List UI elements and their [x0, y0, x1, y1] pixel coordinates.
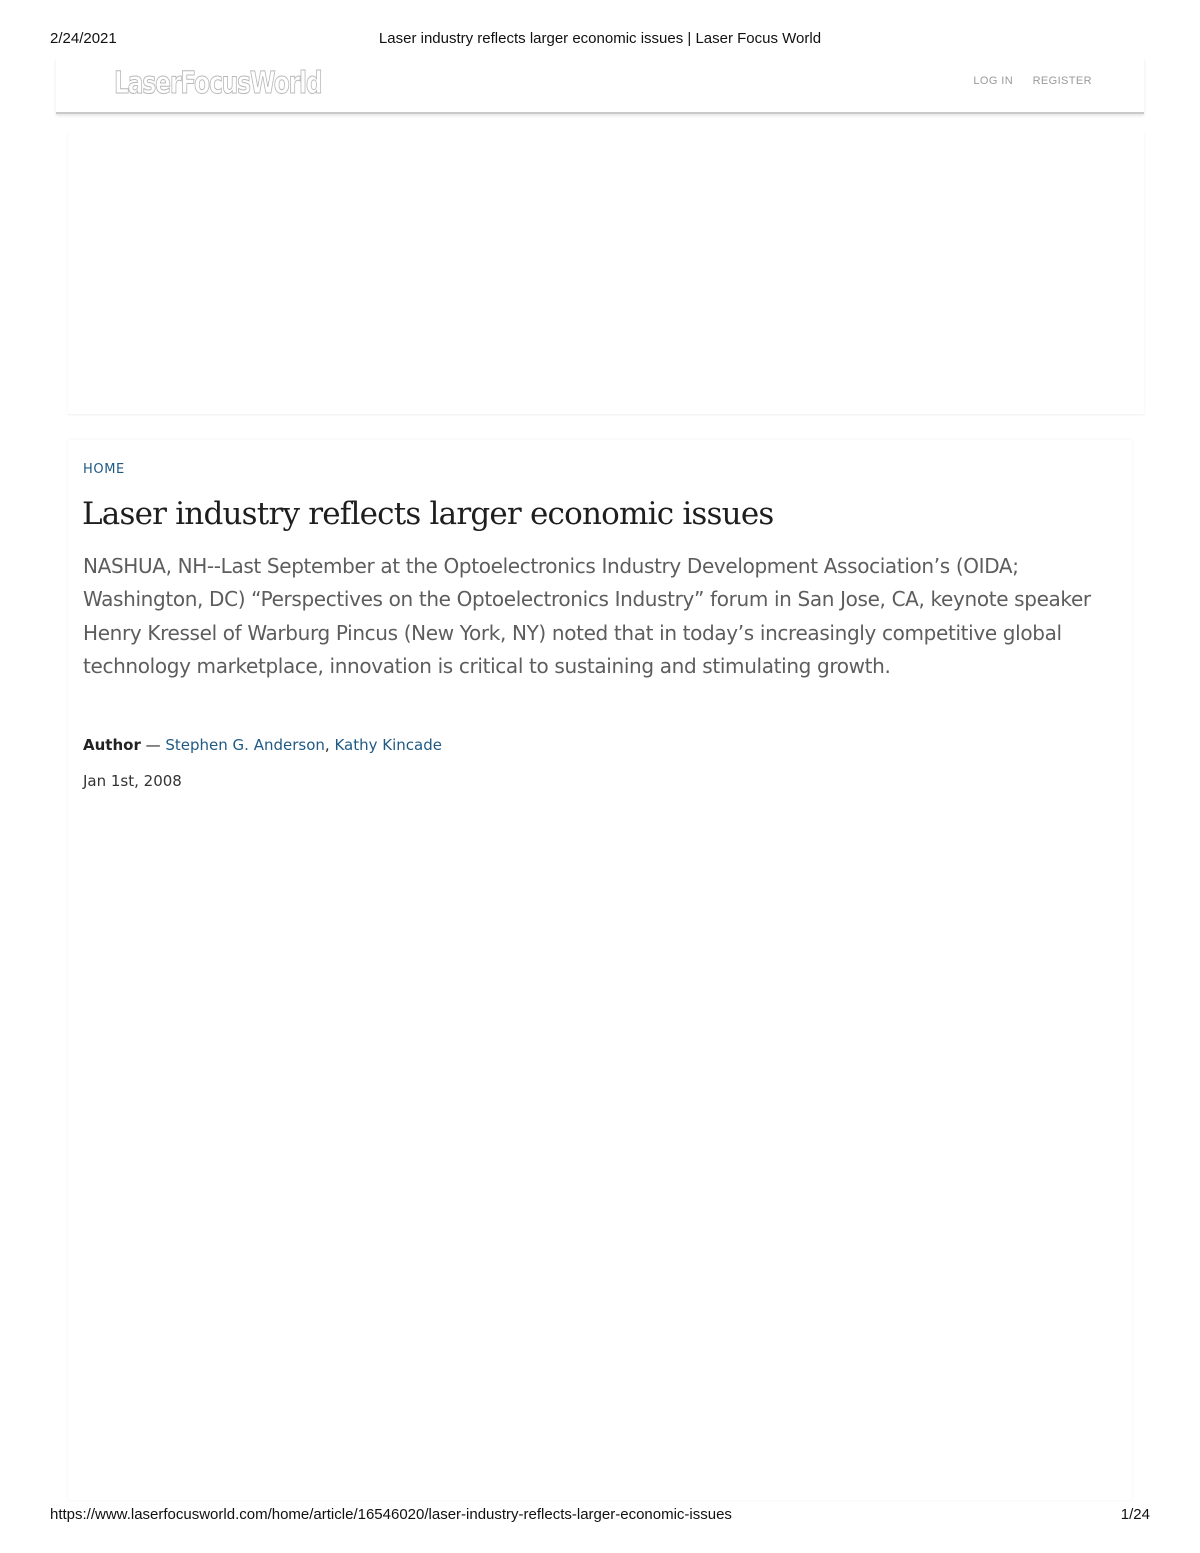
- login-link[interactable]: LOG IN: [973, 75, 1014, 87]
- print-url: https://www.laserfocusworld.com/home/article/16546020/laser-industry-reflects-larger-economic-issues: [50, 1506, 732, 1523]
- article-title: Laser industry reflects larger economic issues: [82, 496, 774, 532]
- advertisement-slot: [68, 132, 1144, 414]
- author-label: Author: [83, 736, 141, 754]
- register-link[interactable]: REGISTER: [1032, 75, 1092, 87]
- author-link[interactable]: Stephen G. Anderson: [165, 736, 325, 754]
- publish-date: Jan 1st, 2008: [83, 772, 182, 790]
- author-link[interactable]: Kathy Kincade: [334, 736, 442, 754]
- author-separator: —: [140, 736, 166, 754]
- article-container: [68, 440, 1132, 1500]
- author-joiner: ,: [324, 736, 335, 754]
- print-date: 2/24/2021: [50, 30, 117, 47]
- article-byline: [83, 736, 442, 754]
- print-page-number: 1/24: [1120, 1506, 1150, 1523]
- print-footer: [50, 1506, 1150, 1526]
- account-nav: [957, 75, 1092, 87]
- print-header: [50, 30, 1150, 50]
- article-summary: NASHUA, NH--Last September at the Optoelectronics Industry Development Association’s (OIDA; Washington, DC) “Perspectives on the Optoelectronics Industry” forum in San Jose, CA, keynote speaker Henry Kressel of Warburg Pincus (New York, NY) noted that in today’s increasingly competitive global technology marketplace, innovation is critical to sustaining and stimulating growth.: [83, 554, 1091, 678]
- breadcrumb-home[interactable]: HOME: [83, 462, 125, 477]
- print-page-title: Laser industry reflects larger economic issues | Laser Focus World: [378, 30, 822, 47]
- site-header: [56, 58, 1144, 114]
- site-logo[interactable]: LaserFocusWorld: [114, 66, 322, 101]
